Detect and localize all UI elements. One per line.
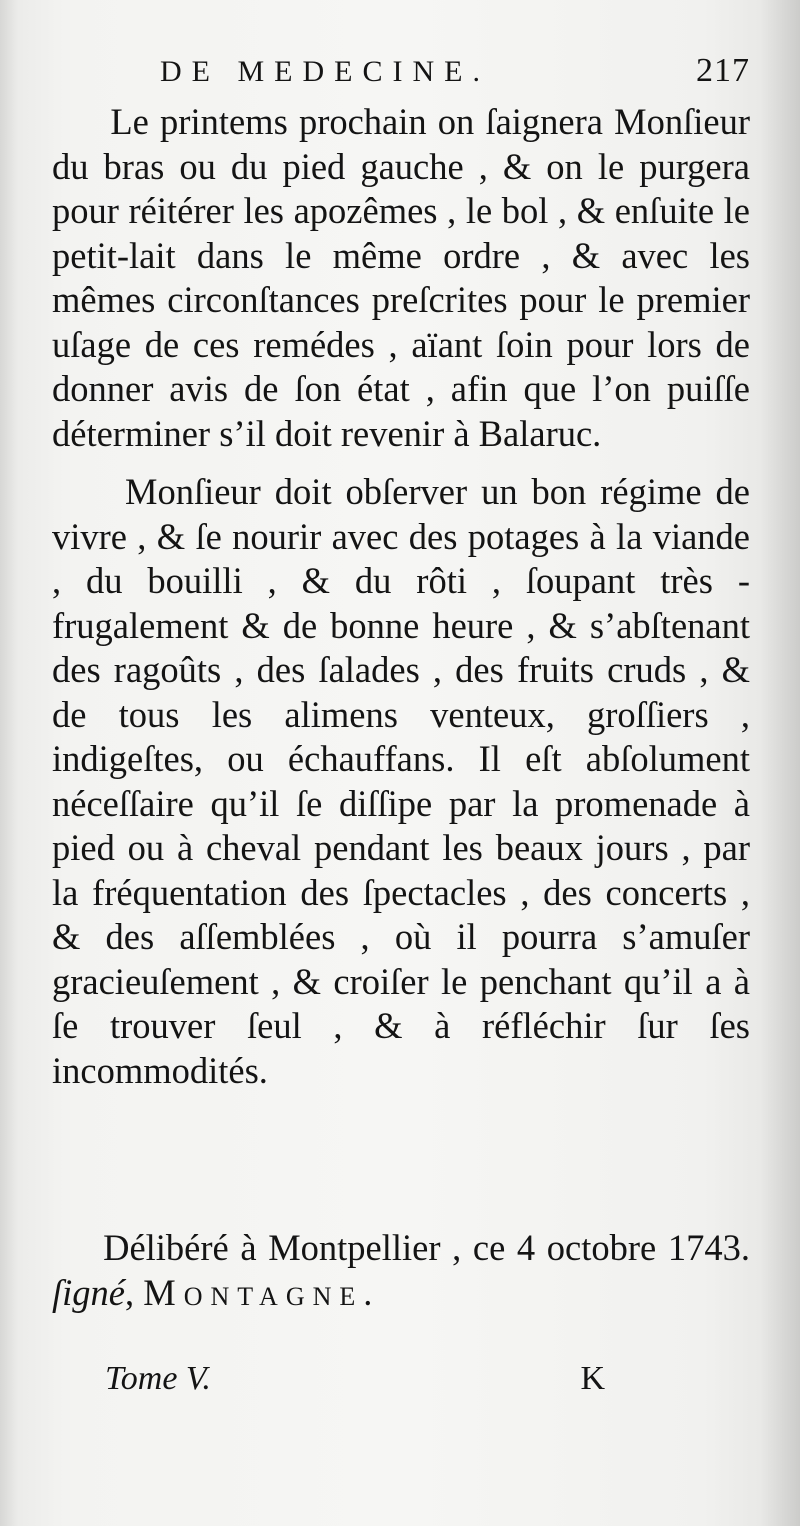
- show-through-texture: [470, 1150, 800, 1510]
- page-footer: [105, 1360, 605, 1398]
- paragraph-regimen: Monſieur doit obſerver un bon régime de vivre , & ſe nourir avec des potages à la viande , du bouilli , & du rôti , ſoupant très - frugalement & de bonne heure , & s’abſtenant des ragoûts , des ſalades , des fruits cruds , & de tous les alimens venteux, groſſiers , indigeſtes, ou échauffans. Il eſt abſolument néceſſaire qu’il ſe diſſipe par la promenade à pied ou à cheval pendant les beaux jours , par la fréquentation des ſpectacles , des concerts , & des aſſemblées , où il pourra s’amuſer gracieuſement , & croiſer le penchant qu’il a à ſe trouver ſeul , & à réfléchir ſur ſes incommodités.: [52, 471, 750, 1091]
- page-edge-shadow: [760, 0, 800, 1526]
- signature-mark: K: [580, 1360, 605, 1397]
- running-title: DE MEDECINE.: [160, 55, 490, 88]
- deliberation-line: Délibéré à Montpellier , ce 4 octobre 1743. ſigné, Montagne.: [52, 1227, 750, 1313]
- paragraph-treatment: Le printems prochain on ſaignera Monſieur du bras ou du pied gauche , & on le purgera pour réitérer les apozêmes , le bol , & enſuite le petit-lait dans le même ordre , & avec les mêmes circonſtances preſcrites pour le premier uſage de ces remédes , aïant ſoin pour lors de donner avis de ſon état , afin que l’on puiſſe déterminer s’il doit revenir à Balaruc.: [52, 101, 750, 454]
- running-head: [160, 52, 750, 104]
- page-number: 217: [696, 52, 750, 89]
- signatory-name: Montagne.: [143, 1271, 381, 1313]
- body-text: [52, 100, 750, 1107]
- deliberation-date: Délibéré à Montpellier , ce 4 octobre 1743.: [103, 1227, 750, 1268]
- page-gutter-shadow: [0, 0, 18, 1526]
- volume-label: Tome V.: [105, 1360, 211, 1397]
- signed-word: ſigné: [52, 1271, 125, 1313]
